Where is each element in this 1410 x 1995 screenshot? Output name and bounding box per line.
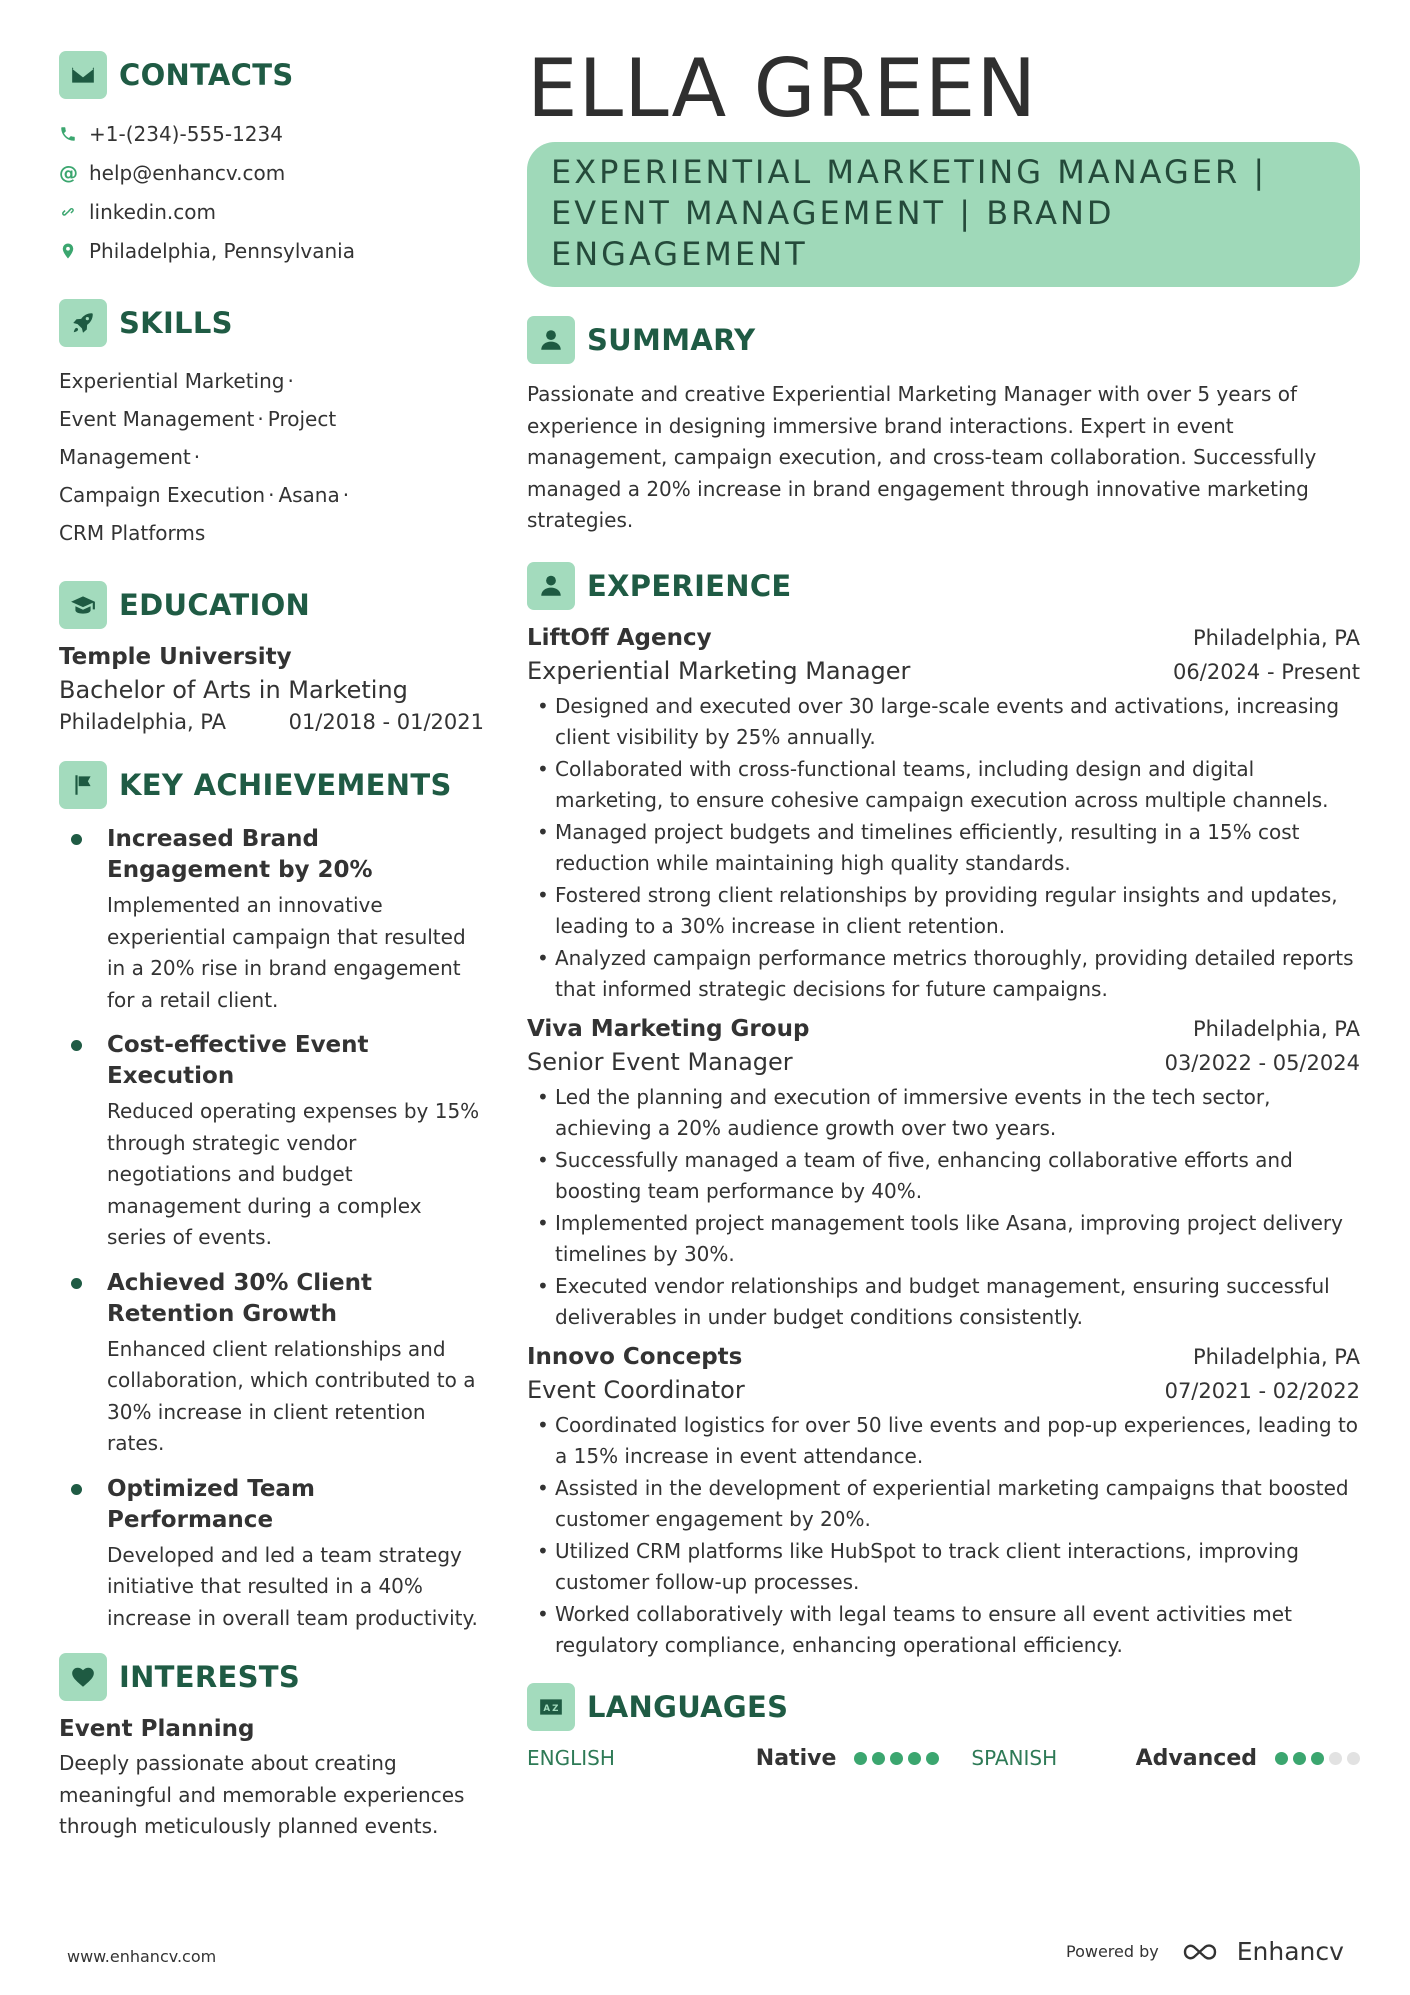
- contact-location: [59, 231, 484, 270]
- skill-item: Campaign Execution: [59, 483, 266, 507]
- proficiency-dot: [1329, 1752, 1342, 1765]
- skill-item: Experiential Marketing: [59, 369, 285, 393]
- job-bullet: • Fostered strong client relationships by providing regular insights and updates, leading to a 30% increase in client retention.: [527, 880, 1360, 943]
- skills-header: [59, 298, 484, 348]
- footer-website[interactable]: www.enhancv.com: [67, 1947, 217, 1966]
- achievement-desc: Enhanced client relationships and collaboration, which contributed to a 30% increase in client retention rates.: [107, 1336, 476, 1455]
- bullet-dot: [71, 1484, 82, 1495]
- skills-line: [59, 514, 484, 552]
- proficiency-dot: [926, 1752, 939, 1765]
- link-icon: [59, 203, 83, 221]
- translate-icon: [527, 1683, 575, 1731]
- footer-branding: [1066, 1937, 1344, 1966]
- job-bullet: • Managed project budgets and timelines efficiently, resulting in a 15% cost reduction while maintaining high quality standards.: [527, 817, 1360, 880]
- proficiency-dot: [872, 1752, 885, 1765]
- location-text: Philadelphia, Pennsylvania: [89, 238, 355, 263]
- bullet-dot: [71, 1278, 82, 1289]
- left-column: [59, 50, 484, 1843]
- job-company: Innovo Concepts: [527, 1343, 743, 1370]
- proficiency-dot: [854, 1752, 867, 1765]
- skills-list: [59, 362, 484, 552]
- job-entry: [527, 625, 1360, 1006]
- proficiency-dot: [1293, 1752, 1306, 1765]
- achievement-title: Achieved 30% Client Retention Growth: [107, 1269, 373, 1327]
- headline-box: EXPERIENTIAL MARKETING MANAGER | EVENT MANAGEMENT | BRAND ENGAGEMENT: [527, 142, 1360, 287]
- summary-text: Passionate and creative Experiential Marketing Manager with over 5 years of experience in designing immersive brand interactions. Expert in event management, campaign execution, and cross-team collaboration. Successfully managed a 20% increase in brand engagement through innovative marketing strategies.: [527, 382, 1317, 532]
- proficiency-dot: [1275, 1752, 1288, 1765]
- contact-email: [59, 153, 484, 192]
- job-bullet: • Assisted in the development of experiential marketing campaigns that boosted customer engagement by 20%.: [527, 1473, 1360, 1536]
- job-bullet: • Worked collaboratively with legal teams to ensure all event activities met regulatory compliance, enhancing operational efficiency.: [527, 1599, 1360, 1662]
- contact-phone: [59, 114, 484, 153]
- education-meta: [59, 710, 484, 734]
- job-bullet: • Utilized CRM platforms like HubSpot to track client interactions, improving customer follow-up processes.: [527, 1536, 1360, 1599]
- phone-text[interactable]: +1-(234)-555-1234: [89, 121, 283, 146]
- powered-by-text: Powered by: [1066, 1942, 1159, 1961]
- business-person-icon: [527, 562, 575, 610]
- bullet-dot: [71, 1040, 82, 1051]
- language-proficiency-dots: [1275, 1752, 1360, 1765]
- education-header: [59, 580, 484, 630]
- job-header: [527, 625, 1360, 651]
- job-location: Philadelphia, PA: [1193, 1344, 1360, 1369]
- achievement-item: [59, 1474, 484, 1635]
- education-title: EDUCATION: [119, 588, 311, 622]
- contacts-title: CONTACTS: [119, 58, 294, 92]
- language-proficiency-dots: [854, 1752, 939, 1765]
- proficiency-dot: [1347, 1752, 1360, 1765]
- job-location: Philadelphia, PA: [1193, 1016, 1360, 1041]
- proficiency-dot: [908, 1752, 921, 1765]
- education-school: Temple University: [59, 644, 292, 670]
- job-location: Philadelphia, PA: [1193, 625, 1360, 650]
- languages-header: [527, 1682, 1360, 1732]
- job-subheader: [527, 657, 1360, 685]
- svg-text:A: A: [543, 1703, 551, 1714]
- bullet-dot: [71, 834, 82, 845]
- achievement-item: [59, 1030, 484, 1254]
- candidate-name: ELLA GREEN: [527, 42, 1038, 135]
- linkedin-text[interactable]: linkedin.com: [89, 199, 216, 224]
- job-bullet: • Successfully managed a team of five, enhancing collaborative efforts and boosting team performance by 40%.: [527, 1145, 1360, 1208]
- interest-desc: Deeply passionate about creating meaningful and memorable experiences through meticulously planned events.: [59, 1751, 465, 1838]
- job-dates: 07/2021 - 02/2022: [1164, 1378, 1360, 1403]
- interests-header: [59, 1652, 484, 1702]
- phone-icon: [59, 125, 83, 143]
- job-bullets: [527, 1410, 1360, 1662]
- brand-logo[interactable]: [1181, 1937, 1344, 1966]
- education-degree: Bachelor of Arts in Marketing: [59, 676, 408, 704]
- enhancv-logo-icon: [1181, 1939, 1229, 1965]
- achievement-desc: Developed and led a team strategy initiative that resulted in a 40% increase in overall team productivity.: [107, 1542, 478, 1630]
- skills-line: Campaign Execution · Asana ·: [59, 483, 350, 507]
- languages-title: LANGUAGES: [587, 1689, 789, 1724]
- language-name: SPANISH: [971, 1746, 1058, 1770]
- job-entry: [527, 1016, 1360, 1334]
- job-bullet: • Implemented project management tools like Asana, improving project delivery timelines by 30%.: [527, 1208, 1360, 1271]
- envelope-icon: [59, 51, 107, 99]
- language-level: Advanced: [1135, 1745, 1257, 1771]
- job-bullet: • Analyzed campaign performance metrics thoroughly, providing detailed reports that informed strategic decisions for future campaigns.: [527, 943, 1360, 1006]
- job-bullet: • Collaborated with cross-functional teams, including design and digital marketing, to ensure cohesive campaign execution across multiple channels.: [527, 754, 1360, 817]
- achievement-item: [59, 824, 484, 1016]
- svg-text:Z: Z: [552, 1703, 559, 1714]
- right-column: [527, 42, 1360, 1771]
- flag-icon: [59, 761, 107, 809]
- education-location: Philadelphia, PA: [59, 710, 226, 734]
- job-header: [527, 1016, 1360, 1042]
- heart-icon: [59, 1653, 107, 1701]
- interests-title: INTERESTS: [119, 1660, 301, 1694]
- achievement-title: Cost-effective Event Execution: [107, 1032, 369, 1089]
- job-role: Senior Event Manager: [527, 1047, 793, 1076]
- skills-line: Event Management · Project Management ·: [59, 407, 337, 469]
- job-bullets: [527, 691, 1360, 1006]
- job-bullet: • Coordinated logistics for over 50 live events and pop-up experiences, leading to a 15% increase in event attendance.: [527, 1410, 1360, 1473]
- achievements-header: [59, 760, 484, 810]
- achievements-title: KEY ACHIEVEMENTS: [119, 768, 452, 802]
- location-pin-icon: [59, 242, 83, 260]
- skill-item: Event Management: [59, 407, 255, 431]
- language-name: ENGLISH: [527, 1746, 615, 1770]
- graduation-cap-icon: [59, 581, 107, 629]
- job-dates: 03/2022 - 05/2024: [1164, 1050, 1360, 1075]
- achievement-title: Increased Brand Engagement by 20%: [107, 826, 373, 883]
- job-bullet: • Designed and executed over 30 large-scale events and activations, increasing client visibility by 25% annually.: [527, 691, 1360, 754]
- proficiency-dot: [890, 1752, 903, 1765]
- job-role: Event Coordinator: [527, 1375, 745, 1404]
- achievement-item: [59, 1268, 484, 1460]
- skills-line: Experiential Marketing ·: [59, 369, 294, 393]
- education-dates: 01/2018 - 01/2021: [288, 710, 484, 734]
- skill-item: CRM Platforms: [59, 521, 206, 545]
- job-company: Viva Marketing Group: [527, 1015, 810, 1042]
- job-role: Experiential Marketing Manager: [527, 656, 911, 685]
- job-bullet: • Executed vendor relationships and budget management, ensuring successful deliverables in under budget conditions consistently.: [527, 1271, 1360, 1334]
- skill-item: Project Management: [59, 407, 337, 469]
- achievement-desc: Implemented an innovative experiential campaign that resulted in a 20% rise in brand engagement for a retail client.: [107, 893, 466, 1012]
- achievement-desc: Reduced operating expenses by 15% through strategic vendor negotiations and budget management during a complex series of events.: [107, 1099, 480, 1249]
- at-icon: @: [59, 161, 78, 184]
- summary-title: SUMMARY: [587, 323, 756, 357]
- job-company: LiftOff Agency: [527, 624, 712, 651]
- rocket-icon: [59, 299, 107, 347]
- job-header: [527, 1344, 1360, 1370]
- contacts-header: [59, 50, 484, 100]
- brand-name: Enhancv: [1236, 1937, 1344, 1966]
- email-text[interactable]: help@enhancv.com: [89, 160, 286, 185]
- job-subheader: [527, 1376, 1360, 1404]
- skill-item: Asana: [278, 483, 340, 507]
- job-bullet: • Led the planning and execution of immersive events in the tech sector, achieving a 20% audience growth over two years.: [527, 1082, 1360, 1145]
- languages-row: [527, 1746, 1360, 1771]
- proficiency-dot: [1311, 1752, 1324, 1765]
- job-bullets: [527, 1082, 1360, 1334]
- experience-header: [527, 561, 1360, 611]
- interest-title: Event Planning: [59, 1716, 255, 1742]
- experience-title: EXPERIENCE: [587, 568, 792, 603]
- person-icon: [527, 316, 575, 364]
- achievement-title: Optimized Team Performance: [107, 1475, 315, 1533]
- language-level: Native: [755, 1745, 837, 1771]
- summary-header: [527, 315, 1360, 365]
- job-entry: [527, 1344, 1360, 1662]
- contact-linkedin: [59, 192, 484, 231]
- job-subheader: [527, 1048, 1360, 1076]
- job-dates: 06/2024 - Present: [1173, 659, 1360, 684]
- skills-title: SKILLS: [119, 306, 233, 340]
